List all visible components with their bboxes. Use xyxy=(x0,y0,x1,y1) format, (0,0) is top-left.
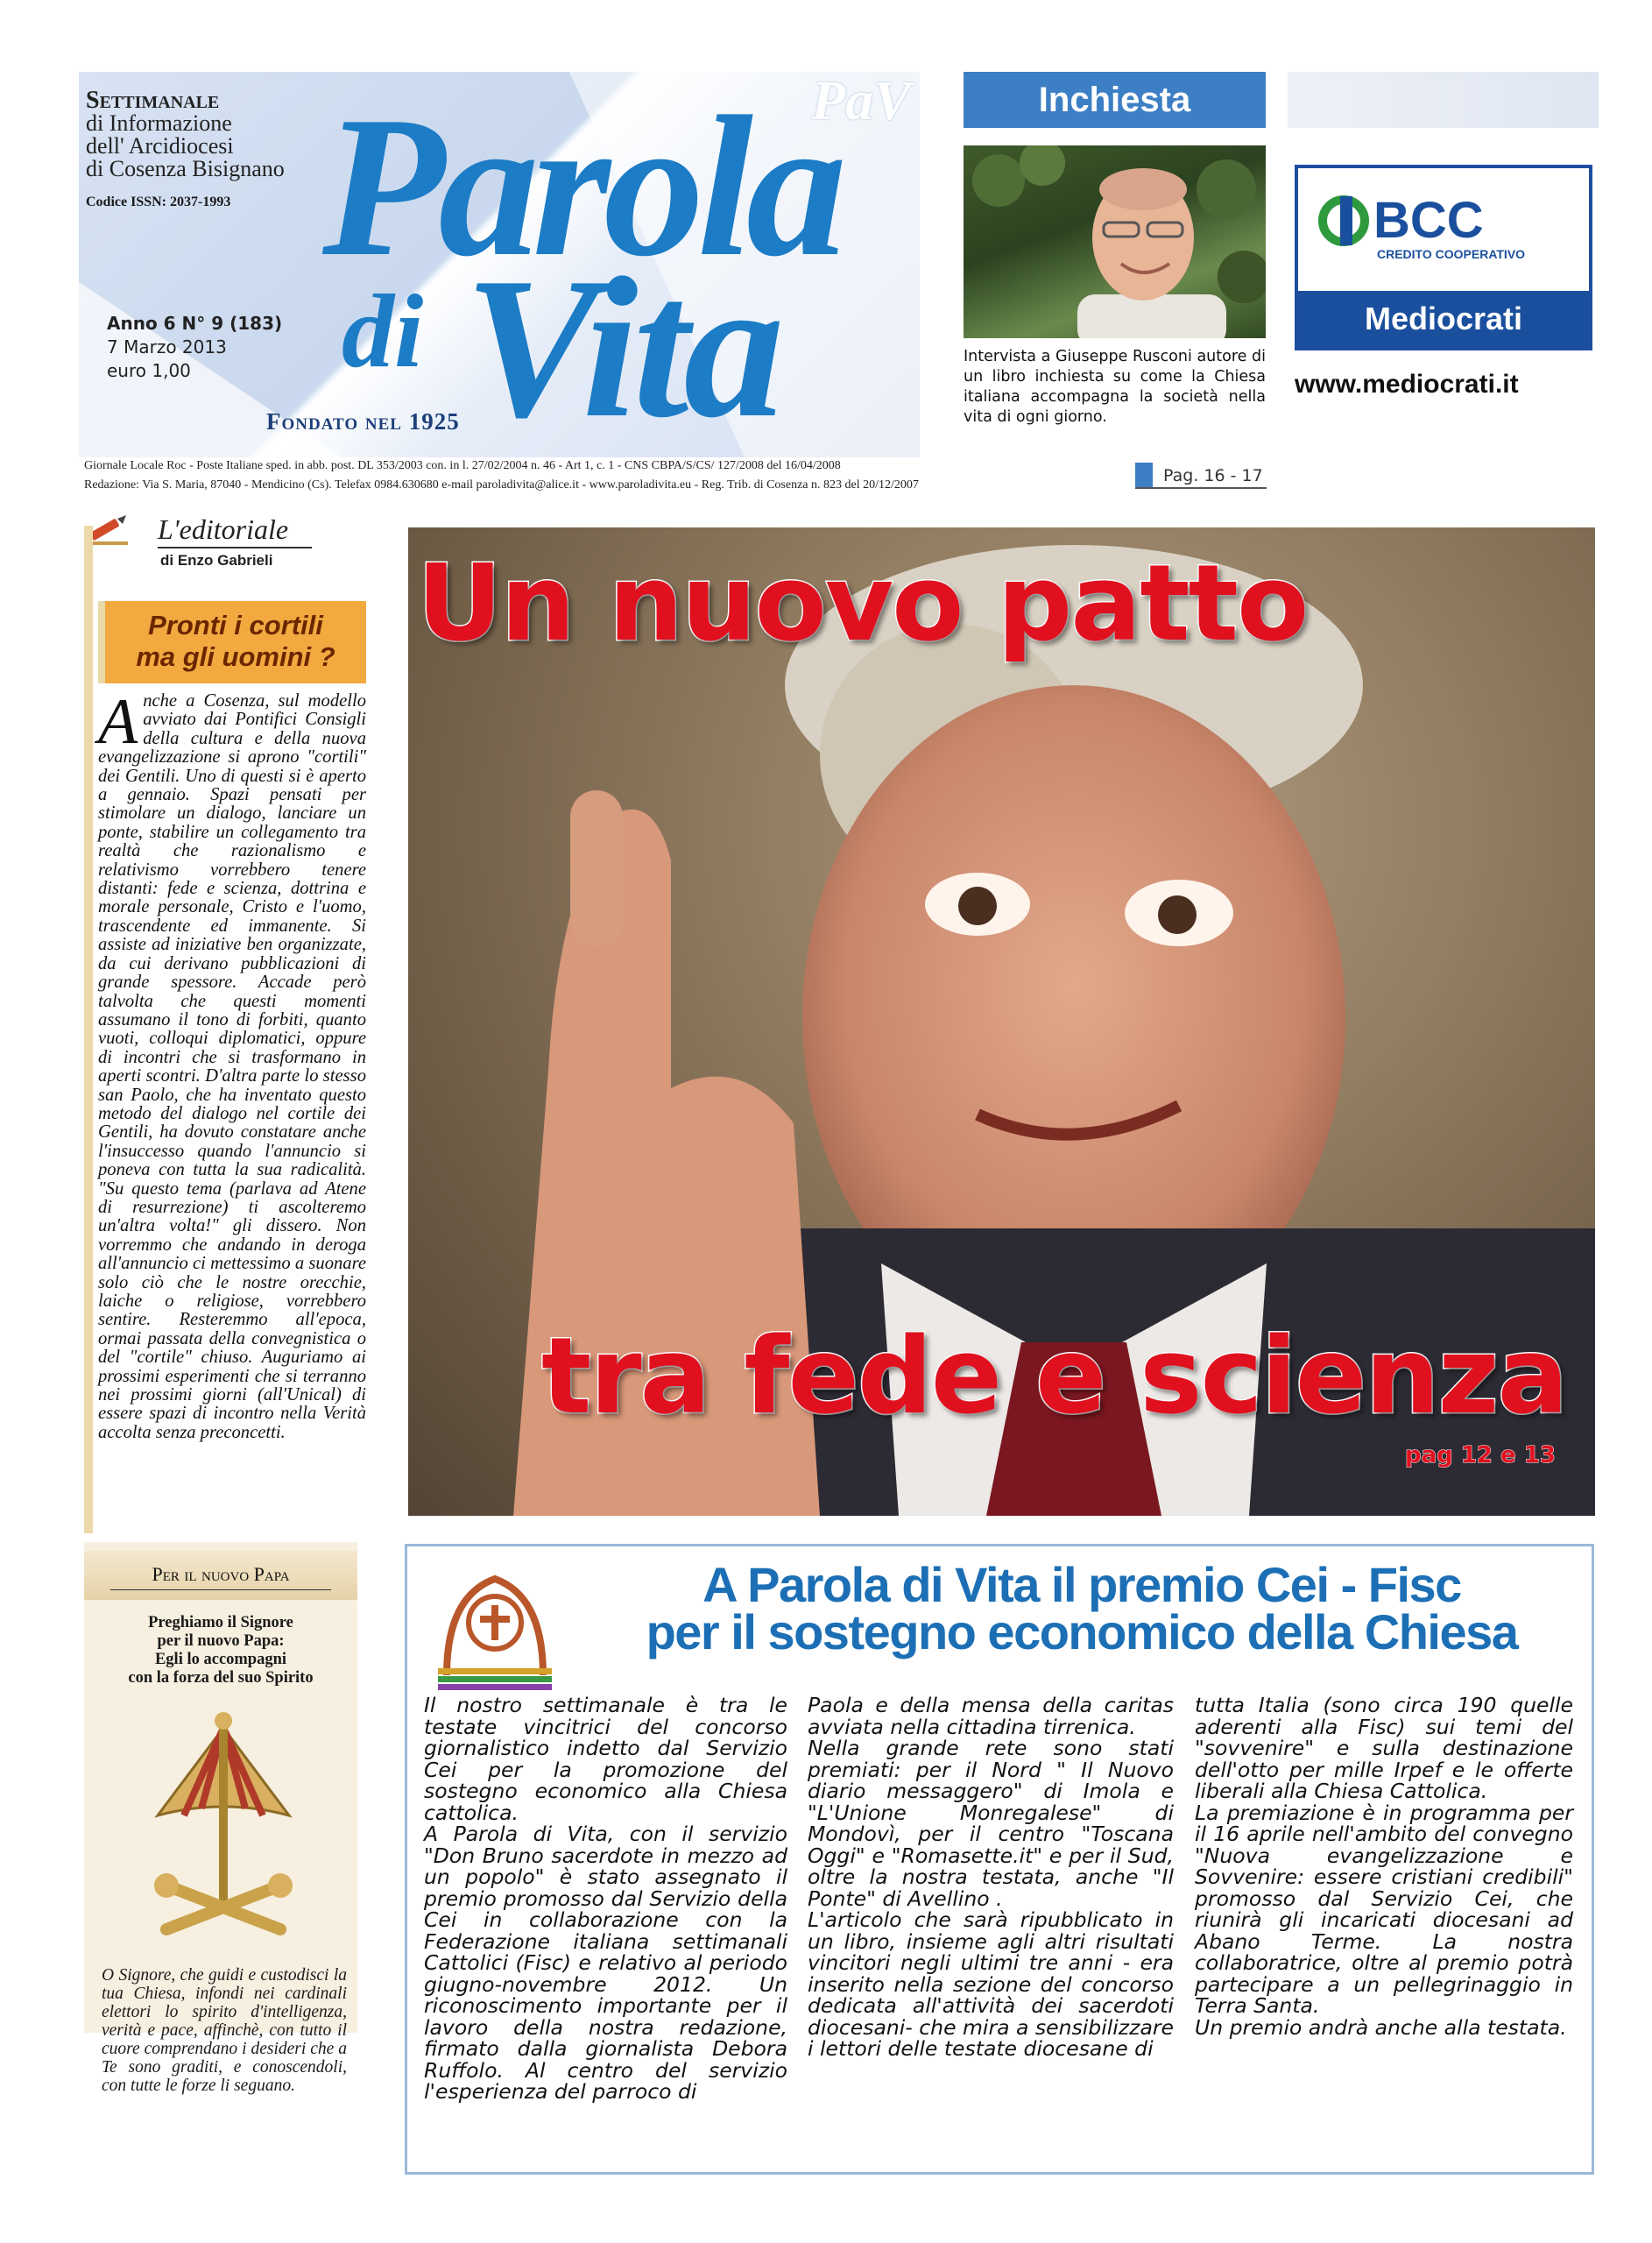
logo-parola: Parola xyxy=(322,74,840,298)
bcc-brand: BCC xyxy=(1373,192,1484,249)
legal-line-2: Redazione: Via S. Maria, 87040 - Mendicino (Cs). Telefax 0984.630680 e-mail paroladivita@alice.it - www.paroladivita.eu - Reg. Trib. di Cosenza n. 823 del 20/12/2007 xyxy=(84,478,919,492)
masthead xyxy=(79,69,920,459)
article-title-line-2: per il sostegno economico della Chiesa xyxy=(646,1604,1518,1659)
portrait-illustration xyxy=(964,145,1266,338)
editoriale-text: nche a Cosenza, sul modello avviato dai Pontifici Consigli della cultura e della nuova evangelizzazione si aprono "cortili" dei Gentili. Uno di questi si è aperto a gennaio. Spazi pensati per stimolare un dialogo, lanciare un ponte, stabilire un collegamento tra realtà che razionalismo e relativismo vorrebbero tenere distanti: fede e scienza, dottrina e morale personale, Cristo e l'uomo, trascendente ed immanente. Si assiste ad iniziative ben organizzate, da cui derivano pubblicazioni di grande spessore. Accade però talvolta che questi momenti assumano il tono di forbiti, quanto vuoti, colloqui diplomatici, oppure di incontri che si trasformano in aperti scontri. D'altra parte lo stesso san Paolo, che ha inventato questo metodo del dialogo nel cortile dei Gentili, ha dovuto constatare anche l'insuccesso quando l'annuncio si poneva con tutta la sua radicalità. "Su questo tema (parlava ad Atene di resurrezione) ti ascolteremo un'altra volta!" gli dissero. Non vorremmo che andando in deroga all'annuncio ci mettessimo a suonare solo ciò che le nostre orecchie, laiche o religiose, vorrebbero sentire. Resteremmo all'epoca, ormai passata della convegnistica o del "cortile" chiuso. Auguriamo ai prossimi esperimenti che si terranno nei prossimi giorni (all'Unical) di essere spazi di incontro nella Verità accolta senza preconcetti. xyxy=(98,691,366,1442)
headline-top: Un nuovo patto xyxy=(417,543,1308,665)
papa-prayer: Preghiamo il Signore per il nuovo Papa: Egli lo accompagni con la forza del suo Spirito xyxy=(128,1614,314,1687)
article-column-3: tutta Italia (sono circa 190 quelle aderenti alla Fisc) sui temi del "sovvenire" e sulla destinazione dell'otto per mille Irpef e le offerte liberali alla Chiesa Cattolica. La premiazione è in programma per il 16 aprile nell'ambito del convegno "Nuova evangelizzazione e Sovvenire: essere cristiani credibili" promosso dal Servizio Cei, che riunirà gli incaricati diocesani ad Abano Terme. La nostra collaboratrice, oltre al premio potrà partecipare a un pellegrinaggio in Terra Santa. Un premio andrà anche alla testata. xyxy=(1195,1693,1573,2040)
papal-umbrella-icon xyxy=(131,1710,315,1956)
editoriale-title-line-1: Pronti i cortili xyxy=(148,610,323,640)
editoriale-author: di Enzo Gabrieli xyxy=(160,552,273,569)
editoriale-title-box xyxy=(98,601,366,683)
papa-header-rule xyxy=(110,1589,331,1590)
logo-di: di xyxy=(342,272,424,389)
masthead-subtitle: Settimanale di Informazione dell' Arcidiocesi di Cosenza Bisignano xyxy=(86,87,285,181)
editoriale-label: L'editoriale xyxy=(158,513,289,545)
inchiesta-page-ref[interactable]: Pag. 16 - 17 xyxy=(1163,466,1263,485)
hero-page-ref[interactable]: pag 12 e 13 xyxy=(1405,1442,1556,1468)
headline-bottom: tra fede e scienza xyxy=(541,1316,1567,1438)
issue-date: 7 Marzo 2013 xyxy=(107,336,227,357)
bcc-logo-icon xyxy=(1317,195,1370,247)
issn: Codice ISSN: 2037-1993 xyxy=(86,195,231,209)
bcc-subtitle: CREDITO COOPERATIVO xyxy=(1377,247,1526,261)
editoriale-title-line-2: ma gli uomini ? xyxy=(136,641,335,672)
editoriale-side-band xyxy=(84,526,93,1533)
issue-number: Anno 6 N° 9 (183) xyxy=(107,313,283,334)
papa-header: Per il nuovo Papa xyxy=(152,1563,290,1585)
founded-label: Fondato nel 1925 xyxy=(266,408,460,435)
issue-price: euro 1,00 xyxy=(107,360,191,381)
page-ref-marker xyxy=(1135,463,1153,487)
ad-url[interactable]: www.mediocrati.it xyxy=(1295,370,1519,399)
hero-photo xyxy=(408,527,1595,1516)
inchiesta-label[interactable]: Inchiesta xyxy=(964,72,1266,128)
ad-name: Mediocrati xyxy=(1298,291,1589,347)
editoriale-body xyxy=(98,686,366,1442)
ad-header-band xyxy=(1288,72,1599,128)
rusconi-photo xyxy=(964,145,1266,338)
bcc-ad[interactable] xyxy=(1295,165,1592,350)
article-title-line-1: A Parola di Vita il premio Cei - Fisc xyxy=(702,1557,1461,1612)
editoriale-rule xyxy=(158,547,312,548)
logo-pav-mark: PaV xyxy=(811,69,911,131)
legal-line-1: Giornale Locale Roc - Poste Italiane sped. in abb. post. DL 353/2003 con. in l. 27/02/2004 n. 46 - Art 1, c. 1 - CNS CBPA/S/CS/ 127/2008 del 16/04/2008 xyxy=(84,459,841,472)
article-title xyxy=(578,1557,1585,1659)
inchiesta-caption: Intervista a Giuseppe Rusconi autore di un libro inchiesta su come la Chiesa italiana accompagna la società nella vita di ogni giorno. xyxy=(964,348,1266,426)
article-column-1: Il nostro settimanale è tra le testate vincitrici del concorso giornalistico indetto dal Servizio Cei per la promozione del sostegno economico alla Chiesa cattolica. A Parola di Vita, con il servizio "Don Bruno sacerdote in mezzo ad un popolo" è stato assegnato il premio promosso dal Servizio della Cei in collaborazione con la Federazione italiana settimanali Cattolici (Fisc) e relativo al periodo giugno-novembre 2012. Un riconoscimento importante per il lavoro della nostra redazione, firmato dalla giornalista Debora Ruffolo. Al centro del servizio l'esperienza del parroco di xyxy=(424,1693,787,2104)
logo-vita: Vita xyxy=(464,236,780,459)
article-column-2: Paola e della mensa della caritas avviata nella cittadina tirrenica. Nella grande rete sono stati premiati: per il Nord " Il Nuovo diario messaggero" di Imola e "L'Unione Monregalese" di Mondovì, per il centro "Toscana Oggi" e "Romasette.it" e per il Sud, oltre la nostra testata, anche "Il Ponte" di Avellino . L'articolo che sarà ripubblicato in un libro, insieme agli altri risultati vincitori negli ultimi tre anni - era inserito nella sezione del concorso dedicata all'attività dei sacerdoti diocesani- che mira a sensibilizzare i lettori delle testate diocesane di xyxy=(808,1693,1174,2061)
cei-logo-icon xyxy=(429,1561,561,1693)
issue-info xyxy=(107,312,282,383)
papa-body: O Signore, che guidi e custodisci la tua Chiesa, infondi nei cardinali elettori lo spirito d'intelligenza, verità e pace, affinchè, con tutto il cuore comprendano i desideri che a Te sono graditi, e conoscendoli, con tutte le forze li seguano. xyxy=(102,1966,347,2095)
page-ref-rule xyxy=(1135,487,1267,489)
editoriale-dropcap: A xyxy=(98,686,138,758)
